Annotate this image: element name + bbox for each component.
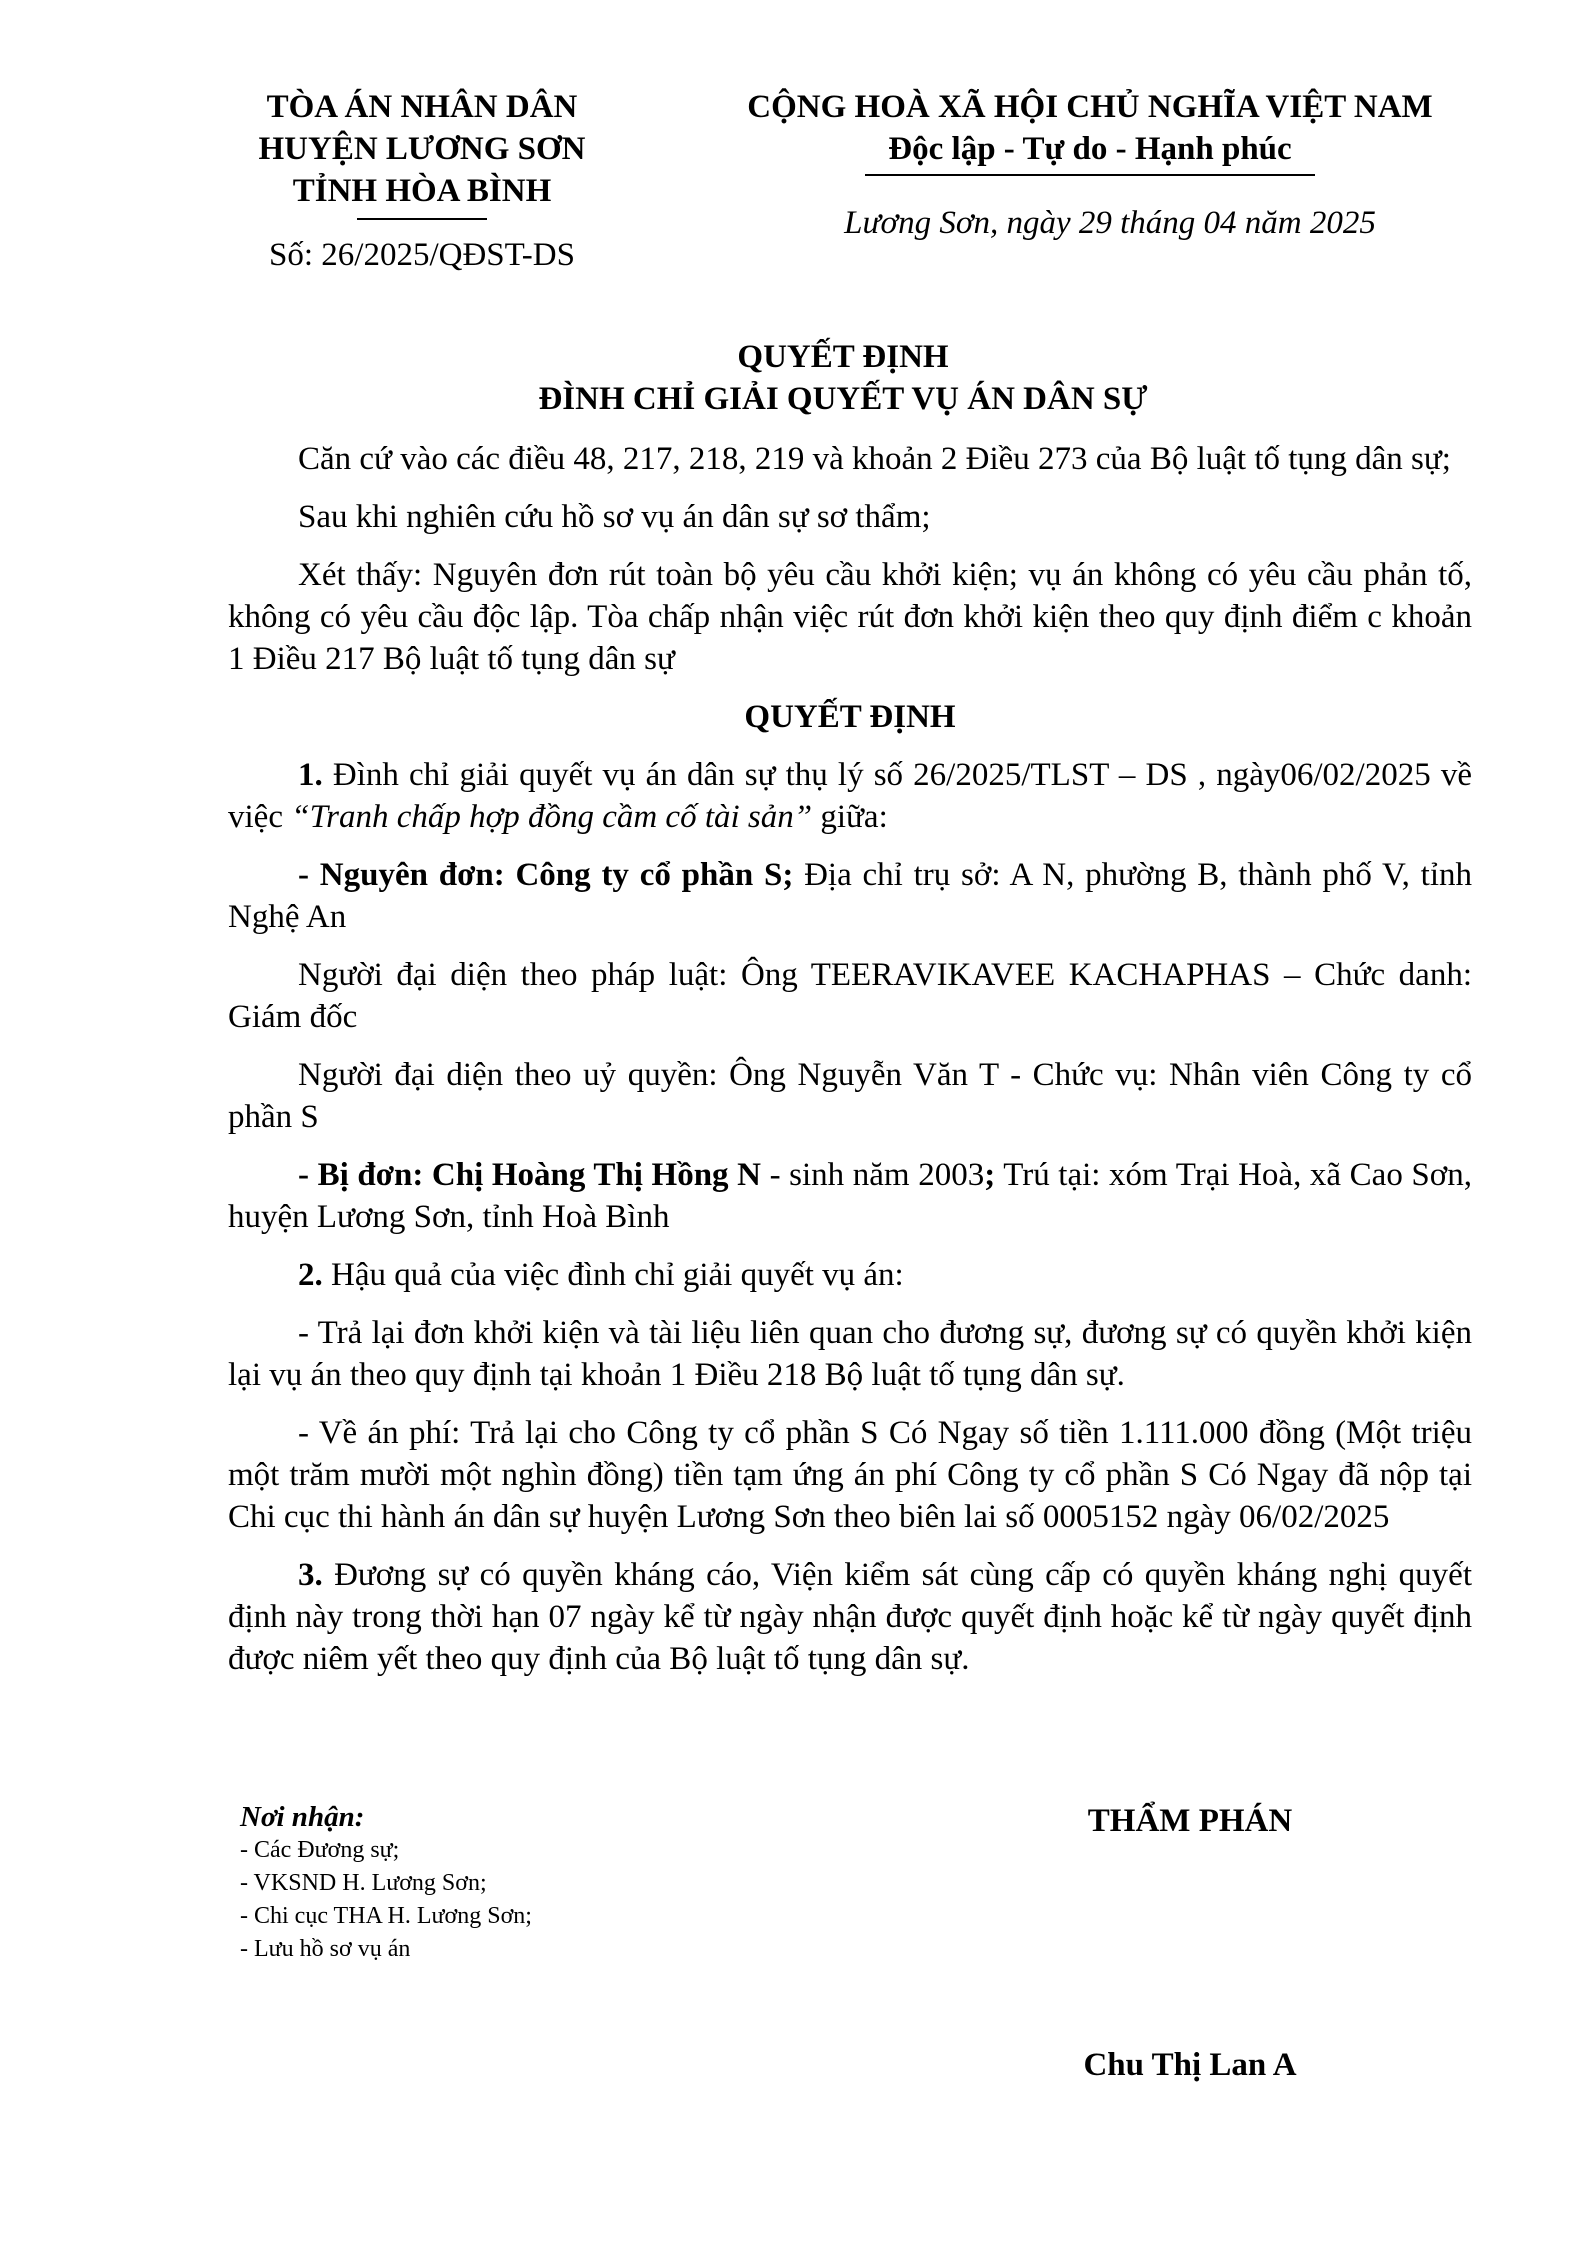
decision-number: Số: 26/2025/QĐST-DS	[269, 237, 575, 273]
item-2-court-fee: - Về án phí: Trả lại cho Công ty cổ phần S Có Ngay số tiền 1.111.000 đồng (Một triệu một trăm mười một nghìn đồng) tiền tạm ứng án phí Công ty cổ phần S Có Ngay đã nộp tại Chi cục thi hành án dân sự huyện Lương Sơn theo biên lai số 0005152 ngày 06/02/2025	[228, 1415, 1472, 1535]
title-line2: ĐÌNH CHỈ GIẢI QUYẾT VỤ ÁN DÂN SỰ	[538, 381, 1148, 417]
defendant-address: Trú tại: xóm Trại Hoà, xã Cao Sơn, huyện Lương Sơn, tỉnh Hoà Bình	[228, 1157, 1472, 1235]
item-2-return-documents: - Trả lại đơn khởi kiện và tài liệu liên quan cho đương sự, đương sự có quyền khởi kiện lại vụ án theo quy định tại khoản 1 Điều 218 Bộ luật tố tụng dân sự.	[228, 1315, 1472, 1393]
recipient-item: - Các Đương sự;	[240, 1837, 400, 1863]
review-paragraph: Sau khi nghiên cứu hồ sơ vụ án dân sự sơ thẩm;	[298, 499, 931, 535]
plaintiff-address: Địa chỉ trụ sở: A N, phường B, thành phố V, tỉnh Nghệ An	[228, 857, 1472, 935]
defendant-paragraph	[228, 1154, 1472, 1238]
defendant-semicolon: ;	[984, 1157, 996, 1193]
decision-heading: QUYẾT ĐỊNH	[744, 699, 956, 735]
legal-basis-paragraph: Căn cứ vào các điều 48, 217, 218, 219 và khoản 2 Điều 273 của Bộ luật tố tụng dân sự;	[298, 441, 1451, 477]
item-2-number: 2.	[298, 1257, 323, 1293]
recipient-item: - VKSND H. Lương Sơn;	[240, 1870, 487, 1896]
authorized-representative: Người đại diện theo uỷ quyền: Ông Nguyễn Văn T - Chức vụ: Nhân viên Công ty cổ phần S	[228, 1057, 1472, 1135]
recipients-list	[240, 1800, 740, 1966]
title-line1: QUYẾT ĐỊNH	[737, 339, 949, 375]
national-header	[700, 86, 1480, 244]
defendant-birth: - sinh năm 2003	[760, 1157, 985, 1193]
legal-representative: Người đại diện theo pháp luật: Ông TEERAVIKAVEE KACHAPHAS – Chức danh: Giám đốc	[228, 957, 1472, 1035]
document-body	[228, 438, 1472, 1696]
item-3-number: 3.	[298, 1557, 323, 1593]
national-title: CỘNG HOÀ XÃ HỘI CHỦ NGHĨA VIỆT NAM	[747, 89, 1433, 125]
motto-underline	[865, 174, 1315, 176]
court-name-line2: HUYỆN LƯƠNG SƠN	[258, 131, 586, 167]
item-1-number: 1.	[298, 757, 323, 793]
judge-name: Chu Thị Lan A	[1083, 2047, 1297, 2083]
document-title	[200, 336, 1486, 420]
item-2	[228, 1254, 1472, 1296]
recipient-item: - Chi cục THA H. Lương Sơn;	[240, 1903, 532, 1929]
findings-paragraph: Xét thấy: Nguyên đơn rút toàn bộ yêu cầu khởi kiện; vụ án không có yêu cầu phản tố, không có yêu cầu độc lập. Tòa chấp nhận việc rút đơn khởi kiện theo quy định điểm c khoản 1 Điều 217 Bộ luật tố tụng dân sự	[228, 557, 1472, 677]
court-header	[232, 86, 612, 276]
item-3	[228, 1554, 1472, 1680]
plaintiff-paragraph	[228, 854, 1472, 938]
issue-date: Lương Sơn, ngày 29 tháng 04 năm 2025	[844, 205, 1376, 241]
defendant-label: - Bị đơn: Chị Hoàng Thị Hồng N	[298, 1157, 761, 1193]
court-header-divider	[357, 218, 487, 220]
plaintiff-label: - Nguyên đơn: Công ty cổ phần S;	[298, 857, 794, 893]
item-1	[228, 754, 1472, 838]
item-1-tail: giữa:	[812, 799, 888, 835]
case-name: “Tranh chấp hợp đồng cầm cố tài sản”	[291, 799, 813, 835]
item-2-text: Hậu quả của việc đình chỉ giải quyết vụ án:	[322, 1257, 904, 1293]
item-1-text: Đình chỉ giải quyết vụ án dân sự thụ lý số 26/2025/TLST – DS , ngày06/02/2025 về việc	[228, 757, 1472, 835]
recipient-item: - Lưu hồ sơ vụ án	[240, 1936, 411, 1962]
judge-title: THẨM PHÁN	[1087, 1803, 1293, 1839]
court-name-line1: TÒA ÁN NHÂN DÂN	[266, 89, 578, 125]
recipients-label: Nơi nhận:	[240, 1801, 365, 1833]
item-3-text: Đương sự có quyền kháng cáo, Viện kiểm sát cùng cấp có quyền kháng nghị quyết định này trong thời hạn 07 ngày kể từ ngày nhận được quyết định hoặc kể từ ngày quyết định được niêm yết theo quy định của Bộ luật tố tụng dân sự.	[228, 1557, 1472, 1677]
national-motto: Độc lập - Tự do - Hạnh phúc	[888, 131, 1292, 167]
court-name-line3: TỈNH HÒA BÌNH	[292, 173, 552, 209]
